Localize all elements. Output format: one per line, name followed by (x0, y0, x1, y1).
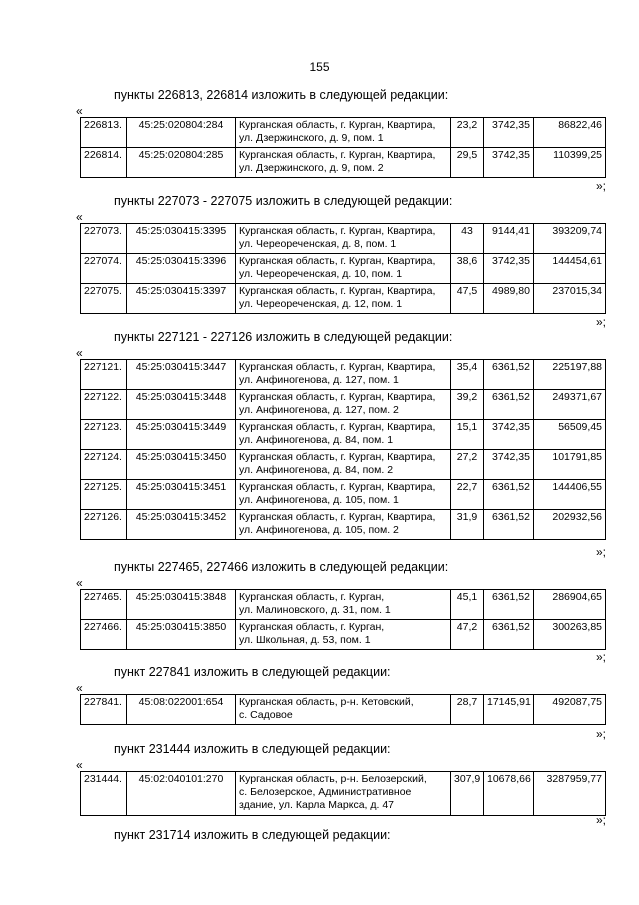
cadastral-number: 45:25:030415:3396 (127, 254, 236, 284)
address-line: Курганская область, г. Курган, (239, 621, 385, 633)
price-cell: 4989,80 (484, 284, 534, 314)
item-number: 227124. (81, 450, 127, 480)
table-row (81, 360, 606, 390)
area-cell: 43 (451, 224, 484, 254)
price-cell: 6361,52 (484, 510, 534, 540)
quote-close: »; (595, 813, 606, 827)
item-number: 227121. (81, 360, 127, 390)
quote-open: « (76, 104, 83, 118)
cadastral-number: 45:25:020804:285 (127, 148, 236, 178)
area-cell: 307,9 (451, 772, 484, 816)
address-line: Курганская область, г. Курган, Квартира, (239, 421, 436, 433)
total-cell: 249371,67 (534, 390, 606, 420)
price-cell: 6361,52 (484, 620, 534, 650)
table-row (81, 420, 606, 450)
quote-close: »; (595, 179, 606, 193)
area-cell: 39,2 (451, 390, 484, 420)
item-number: 227122. (81, 390, 127, 420)
table-row (81, 480, 606, 510)
total-cell: 56509,45 (534, 420, 606, 450)
item-number: 231444. (81, 772, 127, 816)
cadastral-number: 45:25:020804:284 (127, 118, 236, 148)
address-cell (236, 224, 451, 254)
cadastral-number: 45:25:030415:3449 (127, 420, 236, 450)
table-row (81, 254, 606, 284)
address-line: ул. Анфиногенова, д. 105, пом. 1 (239, 494, 399, 506)
address-line: Курганская область, г. Курган, Квартира, (239, 361, 436, 373)
address-line: Курганская область, г. Курган, Квартира, (239, 391, 436, 403)
item-number: 227125. (81, 480, 127, 510)
address-cell (236, 390, 451, 420)
address-line: ул. Малиновского, д. 31, пом. 1 (239, 604, 391, 616)
price-cell: 3742,35 (484, 148, 534, 178)
address-cell (236, 620, 451, 650)
address-line: Курганская область, г. Курган, (239, 591, 385, 603)
area-cell: 45,1 (451, 590, 484, 620)
address-line: Курганская область, г. Курган, Квартира, (239, 481, 436, 493)
address-line: Курганская область, р-н. Кетовский, (239, 696, 414, 708)
property-table (80, 223, 606, 314)
total-cell: 110399,25 (534, 148, 606, 178)
total-cell: 300263,85 (534, 620, 606, 650)
area-cell: 27,2 (451, 450, 484, 480)
quote-open: « (76, 210, 83, 224)
address-line: Курганская область, г. Курган, Квартира, (239, 225, 436, 237)
table-row (81, 450, 606, 480)
address-line: здание, ул. Карла Маркса, д. 47 (239, 799, 395, 811)
section-heading: пункт 231714 изложить в следующей редакции: (114, 828, 391, 842)
price-cell: 6361,52 (484, 480, 534, 510)
section-heading: пункты 227465, 227466 изложить в следующей редакции: (114, 560, 449, 574)
price-cell: 3742,35 (484, 420, 534, 450)
address-cell (236, 695, 451, 725)
address-cell (236, 420, 451, 450)
address-cell (236, 148, 451, 178)
price-cell: 10678,66 (484, 772, 534, 816)
total-cell: 3287959,77 (534, 772, 606, 816)
address-line: ул. Дзержинского, д. 9, пом. 2 (239, 162, 384, 174)
property-table (80, 589, 606, 650)
address-line: Курганская область, р-н. Белозерский, (239, 773, 427, 785)
cadastral-number: 45:02:040101:270 (127, 772, 236, 816)
address-line: Курганская область, г. Курган, Квартира, (239, 511, 436, 523)
table-row (81, 695, 606, 725)
total-cell: 202932,56 (534, 510, 606, 540)
table-row (81, 772, 606, 816)
cadastral-number: 45:08:022001:654 (127, 695, 236, 725)
total-cell: 144406,55 (534, 480, 606, 510)
address-cell (236, 254, 451, 284)
item-number: 227073. (81, 224, 127, 254)
address-line: Курганская область, г. Курган, Квартира, (239, 285, 436, 297)
property-table (80, 359, 606, 540)
item-number: 227841. (81, 695, 127, 725)
item-number: 227075. (81, 284, 127, 314)
quote-open: « (76, 681, 83, 695)
price-cell: 3742,35 (484, 450, 534, 480)
item-number: 227126. (81, 510, 127, 540)
price-cell: 3742,35 (484, 118, 534, 148)
area-cell: 22,7 (451, 480, 484, 510)
address-line: ул. Череореченская, д. 8, пом. 1 (239, 238, 397, 250)
address-cell (236, 772, 451, 816)
price-cell: 6361,52 (484, 590, 534, 620)
total-cell: 144454,61 (534, 254, 606, 284)
property-table (80, 117, 606, 178)
address-line: Курганская область, г. Курган, Квартира, (239, 119, 436, 131)
address-line: Курганская область, г. Курган, Квартира, (239, 451, 436, 463)
table-row (81, 510, 606, 540)
section-heading: пункты 226813, 226814 изложить в следующей редакции: (114, 88, 449, 102)
quote-open: « (76, 576, 83, 590)
cadastral-number: 45:25:030415:3397 (127, 284, 236, 314)
address-line: с. Садовое (239, 709, 293, 721)
price-cell: 9144,41 (484, 224, 534, 254)
cadastral-number: 45:25:030415:3450 (127, 450, 236, 480)
cadastral-number: 45:25:030415:3395 (127, 224, 236, 254)
area-cell: 38,6 (451, 254, 484, 284)
address-cell (236, 360, 451, 390)
total-cell: 225197,88 (534, 360, 606, 390)
item-number: 226814. (81, 148, 127, 178)
area-cell: 23,2 (451, 118, 484, 148)
area-cell: 28,7 (451, 695, 484, 725)
area-cell: 15,1 (451, 420, 484, 450)
table-row (81, 390, 606, 420)
address-line: ул. Школьная, д. 53, пом. 1 (239, 634, 371, 646)
address-line: ул. Анфиногенова, д. 127, пом. 1 (239, 374, 399, 386)
quote-open: « (76, 758, 83, 772)
section-heading: пункт 227841 изложить в следующей редакции: (114, 665, 391, 679)
address-line: ул. Дзержинского, д. 9, пом. 1 (239, 132, 384, 144)
table-row (81, 590, 606, 620)
item-number: 227074. (81, 254, 127, 284)
area-cell: 29,5 (451, 148, 484, 178)
item-number: 227123. (81, 420, 127, 450)
quote-close: »; (595, 315, 606, 329)
cadastral-number: 45:25:030415:3448 (127, 390, 236, 420)
address-cell (236, 480, 451, 510)
quote-close: »; (595, 650, 606, 664)
cadastral-number: 45:25:030415:3848 (127, 590, 236, 620)
address-cell (236, 450, 451, 480)
address-line: ул. Анфиногенова, д. 84, пом. 1 (239, 434, 394, 446)
quote-close: »; (595, 545, 606, 559)
table-row (81, 118, 606, 148)
section-heading: пункт 231444 изложить в следующей редакции: (114, 742, 391, 756)
cadastral-number: 45:25:030415:3452 (127, 510, 236, 540)
total-cell: 393209,74 (534, 224, 606, 254)
cadastral-number: 45:25:030415:3850 (127, 620, 236, 650)
address-cell (236, 284, 451, 314)
price-cell: 17145,91 (484, 695, 534, 725)
address-line: ул. Анфиногенова, д. 84, пом. 2 (239, 464, 394, 476)
price-cell: 6361,52 (484, 390, 534, 420)
address-line: ул. Анфиногенова, д. 127, пом. 2 (239, 404, 399, 416)
area-cell: 47,5 (451, 284, 484, 314)
price-cell: 6361,52 (484, 360, 534, 390)
item-number: 227465. (81, 590, 127, 620)
section-heading: пункты 227073 - 227075 изложить в следующей редакции: (114, 194, 453, 208)
address-cell (236, 510, 451, 540)
address-cell (236, 590, 451, 620)
table-row (81, 284, 606, 314)
area-cell: 47,2 (451, 620, 484, 650)
total-cell: 492087,75 (534, 695, 606, 725)
address-line: ул. Череореченская, д. 12, пом. 1 (239, 298, 403, 310)
table-row (81, 224, 606, 254)
address-line: ул. Череореченская, д. 10, пом. 1 (239, 268, 403, 280)
property-table (80, 694, 606, 725)
quote-close: »; (595, 727, 606, 741)
item-number: 227466. (81, 620, 127, 650)
area-cell: 31,9 (451, 510, 484, 540)
quote-open: « (76, 346, 83, 360)
page-number: 155 (309, 60, 330, 74)
cadastral-number: 45:25:030415:3451 (127, 480, 236, 510)
price-cell: 3742,35 (484, 254, 534, 284)
table-row (81, 620, 606, 650)
area-cell: 35,4 (451, 360, 484, 390)
table-row (81, 148, 606, 178)
total-cell: 101791,85 (534, 450, 606, 480)
total-cell: 286904,65 (534, 590, 606, 620)
cadastral-number: 45:25:030415:3447 (127, 360, 236, 390)
total-cell: 237015,34 (534, 284, 606, 314)
address-line: с. Белозерское, Административное (239, 786, 412, 798)
address-line: Курганская область, г. Курган, Квартира, (239, 255, 436, 267)
total-cell: 86822,46 (534, 118, 606, 148)
item-number: 226813. (81, 118, 127, 148)
address-cell (236, 118, 451, 148)
property-table (80, 771, 606, 816)
address-line: Курганская область, г. Курган, Квартира, (239, 149, 436, 161)
address-line: ул. Анфиногенова, д. 105, пом. 2 (239, 524, 399, 536)
section-heading: пункты 227121 - 227126 изложить в следующей редакции: (114, 330, 453, 344)
